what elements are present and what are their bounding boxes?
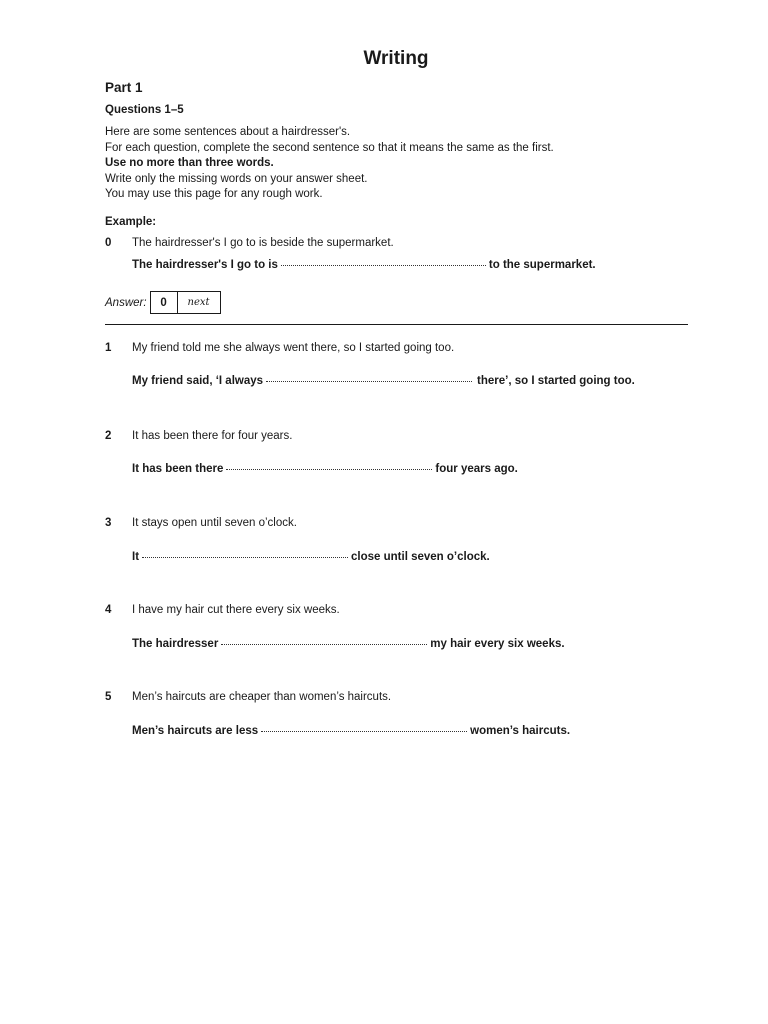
transformation-after: close until seven o’clock. xyxy=(351,551,490,563)
question-transformation xyxy=(132,463,518,475)
question-number: 5 xyxy=(105,691,112,703)
transformation-after: there’, so I started going too. xyxy=(477,375,635,387)
question-number: 4 xyxy=(105,604,112,616)
divider xyxy=(105,324,688,325)
question-number: 2 xyxy=(105,430,112,442)
question-transformation xyxy=(132,638,565,650)
transformation-before: The hairdresser xyxy=(132,638,219,650)
instruction-line: Here are some sentences about a hairdresser's. xyxy=(105,126,351,138)
question-number: 1 xyxy=(105,342,112,354)
answer-gap xyxy=(142,556,348,558)
question-sentence: Men’s haircuts are cheaper than women’s haircuts. xyxy=(132,691,392,703)
part-heading: Part 1 xyxy=(105,80,143,95)
instruction-line: Write only the missing words on your answer sheet. xyxy=(105,173,368,185)
example-sentence: The hairdresser's I go to is beside the supermarket. xyxy=(132,237,394,249)
answer-gap xyxy=(221,643,427,645)
answer-gap xyxy=(266,380,472,382)
example-after: to the supermarket. xyxy=(488,259,596,271)
example-transformation xyxy=(132,259,596,271)
answer-box-word: next xyxy=(187,297,210,308)
example-heading: Example: xyxy=(105,216,157,228)
answer-gap xyxy=(281,264,486,266)
transformation-after: my hair every six weeks. xyxy=(430,638,565,650)
transformation-before: My friend said, ‘I always xyxy=(132,375,264,387)
question-sentence: I have my hair cut there every six weeks. xyxy=(132,604,340,616)
question-sentence: It has been there for four years. xyxy=(132,430,293,442)
instruction-line: You may use this page for any rough work. xyxy=(105,188,323,200)
questions-range: Questions 1–5 xyxy=(105,104,184,116)
question-transformation xyxy=(132,725,570,737)
instruction-emphasis: Use no more than three words. xyxy=(105,157,274,169)
transformation-before: It xyxy=(132,551,140,563)
question-transformation xyxy=(132,551,490,563)
answer-gap xyxy=(226,468,432,470)
question-number: 3 xyxy=(105,517,112,529)
answer-label: Answer: xyxy=(105,296,147,309)
answer-gap xyxy=(261,730,467,732)
example-answer xyxy=(105,291,221,314)
question-sentence: It stays open until seven o’clock. xyxy=(132,517,297,529)
answer-box xyxy=(150,291,221,314)
transformation-after: four years ago. xyxy=(435,463,518,475)
page-title: Writing xyxy=(363,48,429,69)
question-transformation xyxy=(132,375,635,387)
instruction-line: For each question, complete the second sentence so that it means the same as the first. xyxy=(105,142,554,154)
example-before: The hairdresser's I go to is xyxy=(132,259,278,271)
transformation-after: women’s haircuts. xyxy=(470,725,571,737)
transformation-before: Men’s haircuts are less xyxy=(132,725,259,737)
example-number: 0 xyxy=(105,237,112,249)
answer-box-number: 0 xyxy=(151,292,178,313)
transformation-before: It has been there xyxy=(132,463,224,475)
question-sentence: My friend told me she always went there, so I started going too. xyxy=(132,342,455,354)
